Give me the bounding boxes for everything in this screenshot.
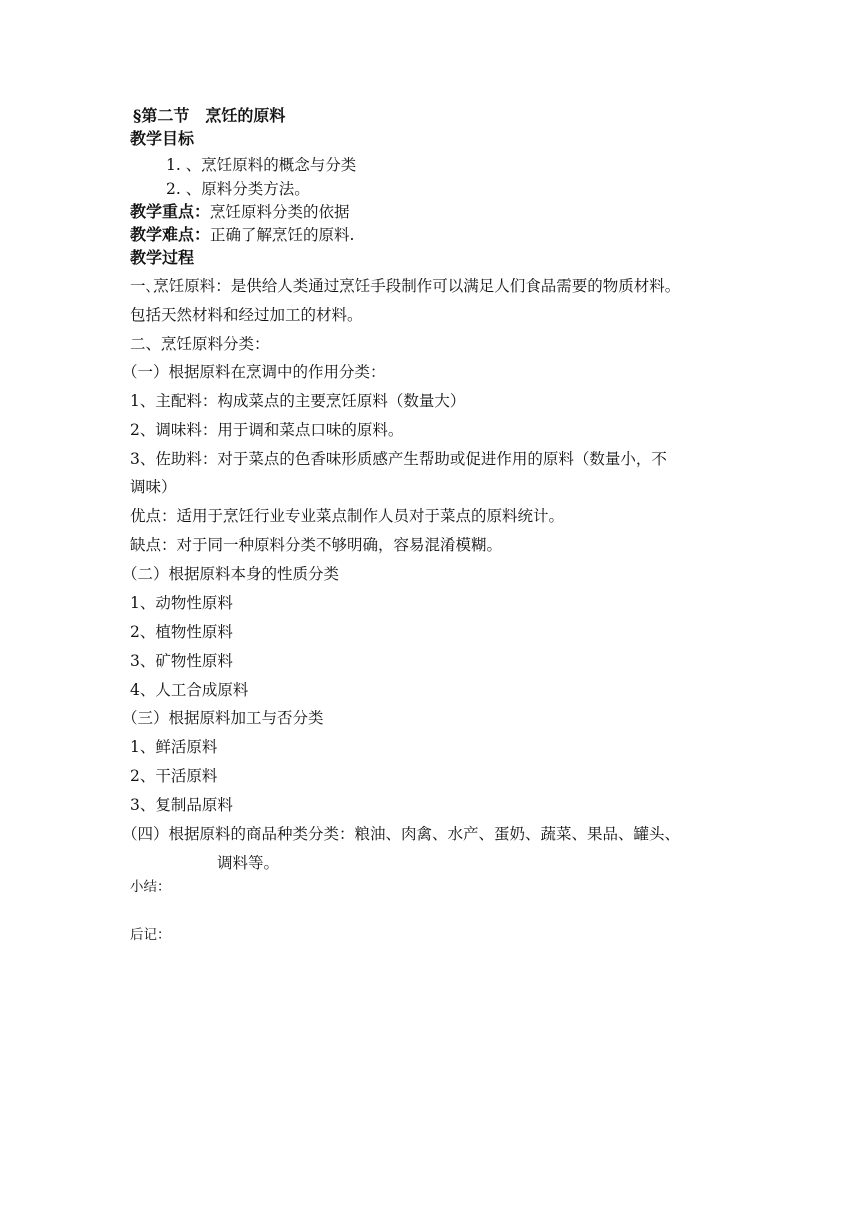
- definition-line-1: 一､烹饪原料：是供给人类通过烹饪手段制作可以满足人们食品需要的物质材料。: [130, 277, 681, 295]
- group3-item: 1、鲜活原料: [130, 738, 218, 756]
- section-title: §第二节 烹饪的原料: [133, 106, 286, 125]
- group2-item: 1、动物性原料: [130, 594, 233, 612]
- group2-item: 2、植物性原料: [130, 623, 233, 641]
- difficulty-text: 正确了解烹饪的原料.: [210, 226, 355, 244]
- group4-line-2: 调料等。: [217, 854, 280, 872]
- objectives-heading: 教学目标: [130, 129, 195, 148]
- key-point-text: 烹饪原料分类的依据: [210, 203, 350, 221]
- key-point-line: [130, 202, 350, 222]
- difficulty-line: [130, 225, 354, 245]
- group1-item: 3、佐助料：对于菜点的色香味形质感产生帮助或促进作用的原料（数量小，不: [130, 450, 667, 468]
- group1-item: 2、调味料：用于调和菜点口味的原料。: [130, 421, 404, 439]
- key-point-label: 教学重点：: [130, 202, 211, 221]
- group2-item: 3、矿物性原料: [130, 652, 233, 670]
- cons-line: 缺点：对于同一种原料分类不够明确，容易混淆模糊。: [130, 536, 503, 554]
- group3-item: 2、干活原料: [130, 767, 218, 785]
- summary-label: 小结：: [130, 879, 171, 895]
- classification-heading: 二、烹饪原料分类：: [130, 335, 270, 353]
- group1-title: （一）根据原料在烹调中的作用分类：: [122, 363, 386, 381]
- pros-line: 优点：适用于烹饪行业专业菜点制作人员对于菜点的原料统计。: [130, 507, 565, 525]
- postscript-label: 后记：: [130, 927, 171, 943]
- definition-line-2: 包括天然材料和经过加工的材料。: [130, 306, 363, 324]
- difficulty-label: 教学难点：: [130, 225, 211, 244]
- group3-title: （三）根据原料加工与否分类: [122, 709, 324, 727]
- group1-item: 1、主配料：构成菜点的主要烹饪原料（数量大）: [130, 392, 466, 410]
- group2-title: （二）根据原料本身的性质分类: [122, 565, 340, 583]
- group3-item: 3、复制品原料: [130, 796, 233, 814]
- group1-item: 调味）: [130, 478, 177, 496]
- process-heading: 教学过程: [130, 248, 195, 267]
- objective-item: 1. 、烹饪原料的概念与分类: [166, 156, 357, 174]
- group4-line-1: （四）根据原料的商品种类分类：粮油、肉禽、水产、蛋奶、蔬菜、果品、罐头、: [122, 825, 681, 843]
- objective-item: 2. 、原料分类方法。: [166, 180, 310, 198]
- group2-item: 4、人工合成原料: [130, 681, 249, 699]
